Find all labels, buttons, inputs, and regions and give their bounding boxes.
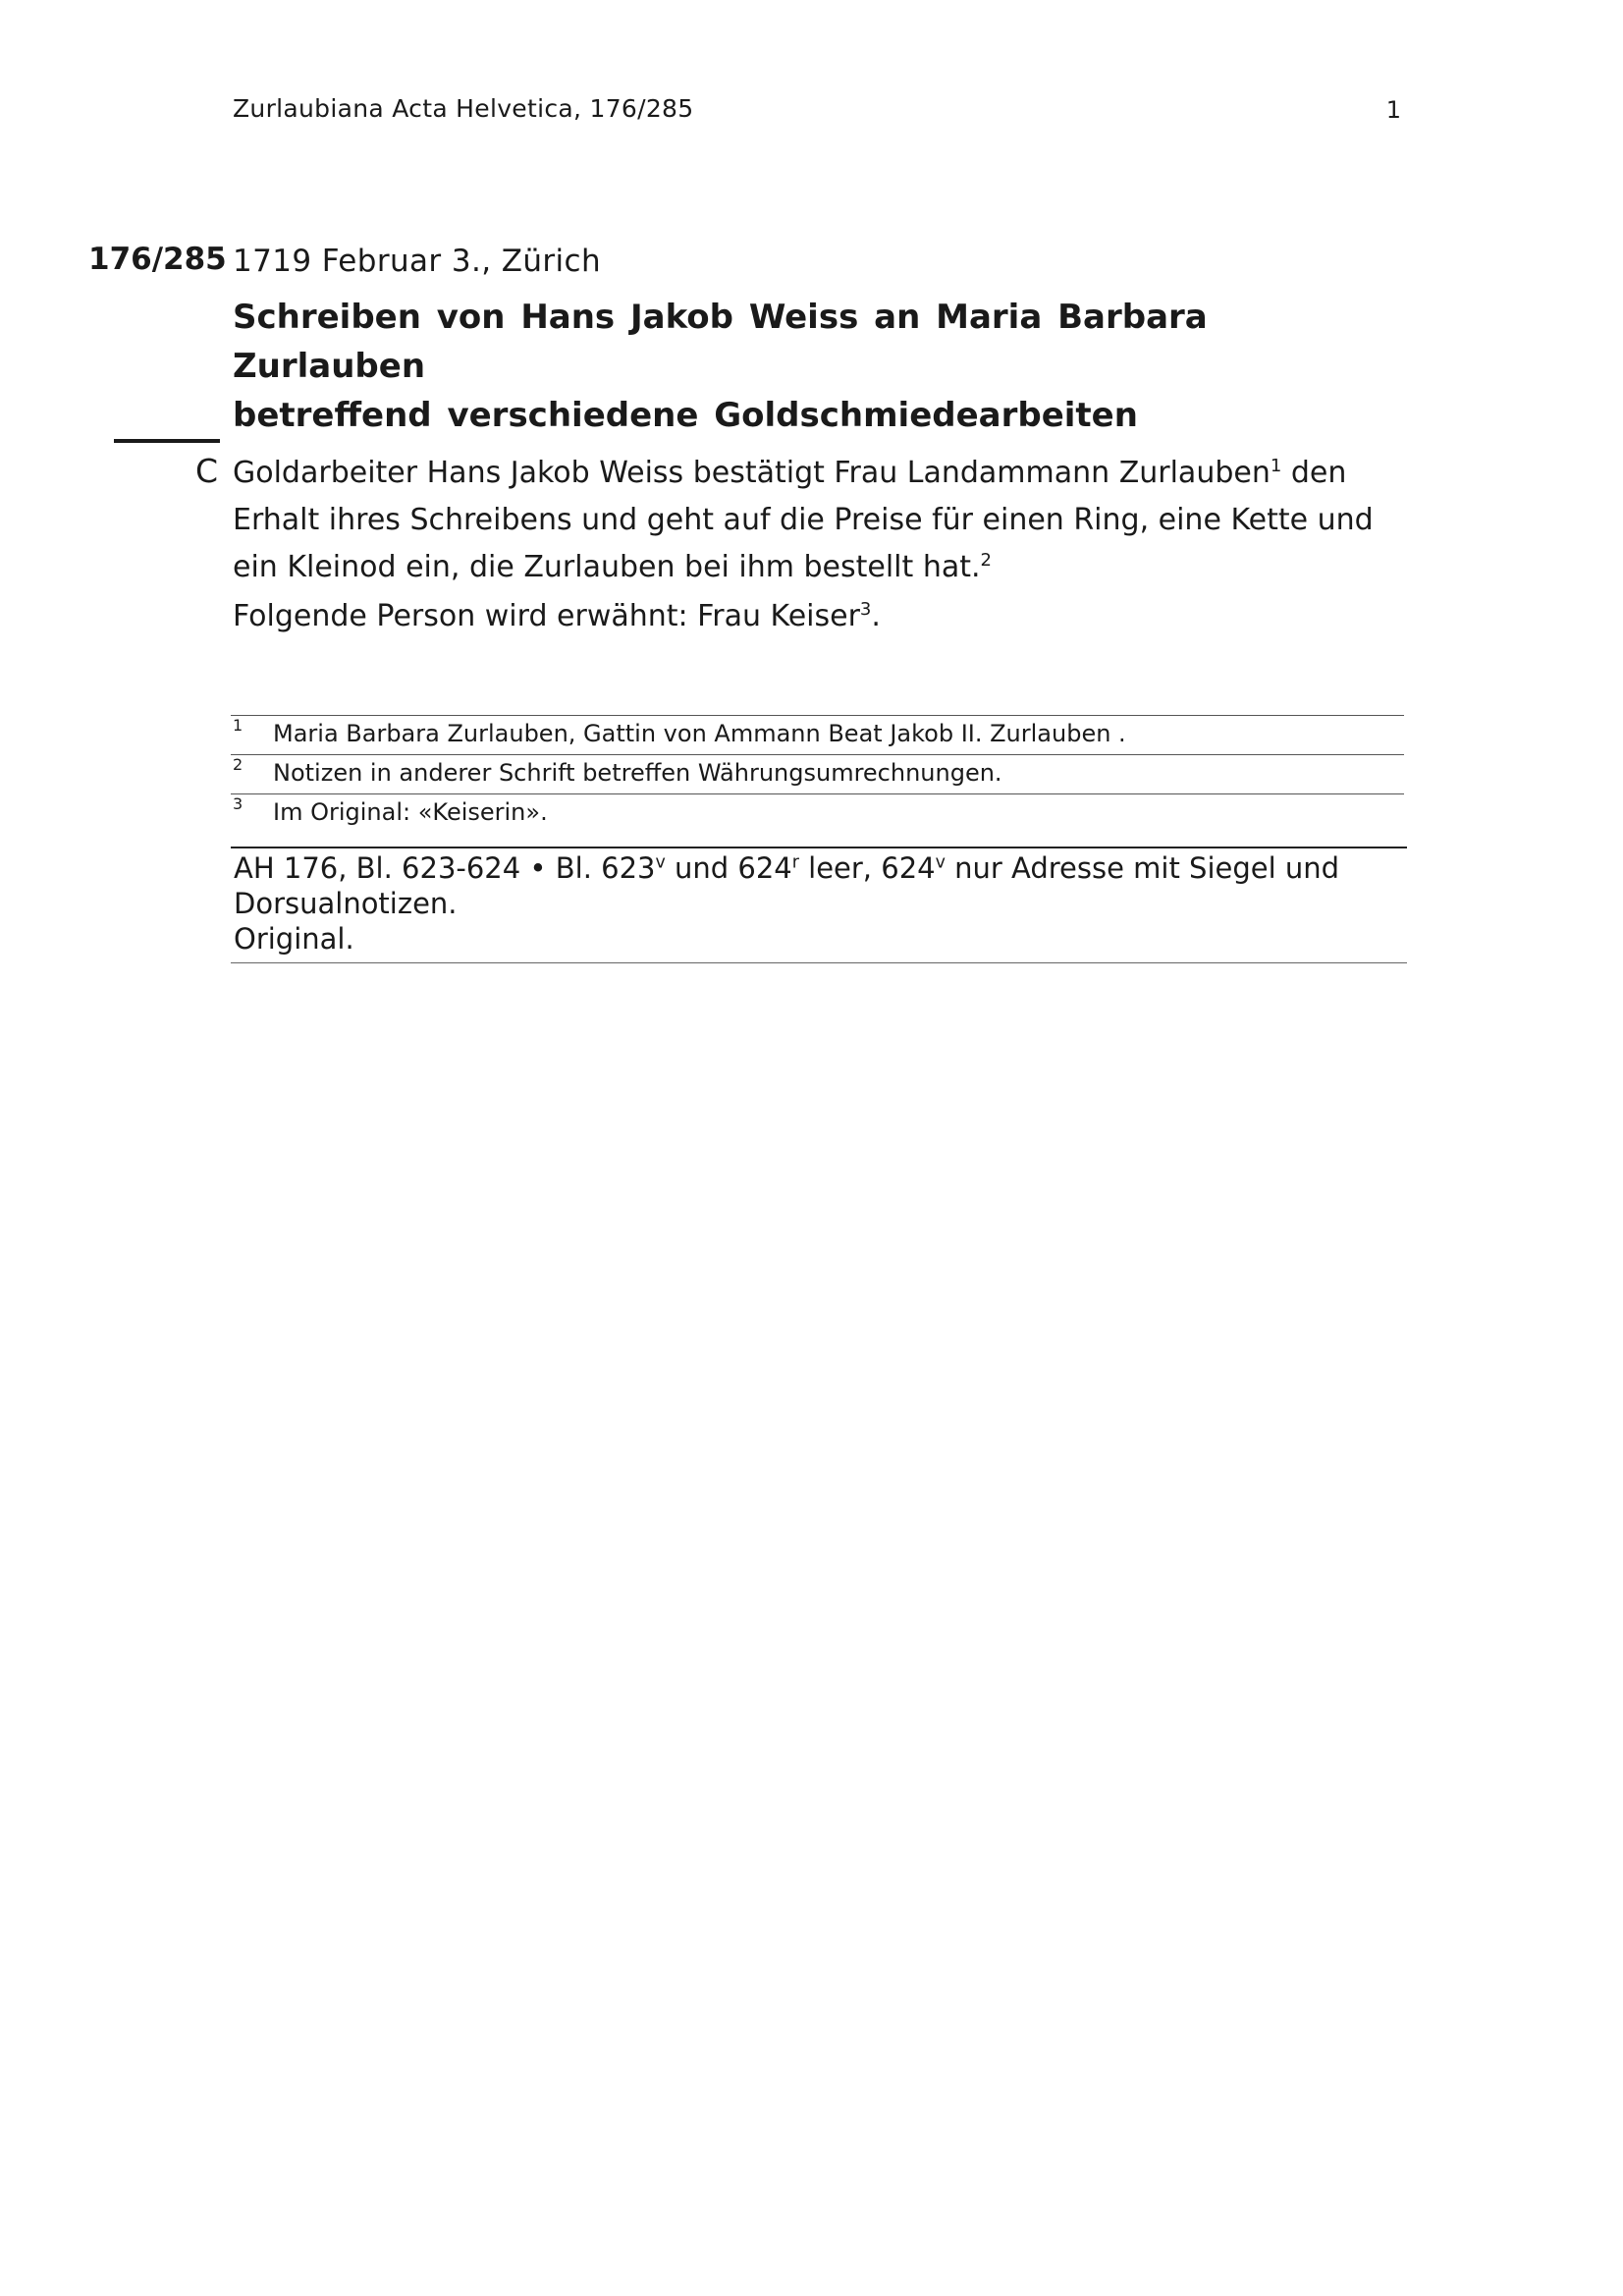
footnote-text: Notizen in anderer Schrift betreffen Währungsumrechnungen. — [273, 759, 1002, 787]
source-text: AH 176, Bl. 623-624 • Bl. 623 — [234, 851, 656, 885]
persons-text: Folgende Person wird erwähnt: Frau Keiser — [233, 599, 860, 633]
document-summary — [233, 450, 1401, 591]
footnote-text: Im Original: «Keiserin». — [273, 798, 548, 826]
summary-text-part2: den Erhalt ihres Schreibens und geht auf die Preise für einen Ring, eine Kette und ein Kleinod ein, die Zurlauben bei ihm bestellt hat. — [233, 456, 1374, 584]
footnote-ref-3[interactable]: 3 — [859, 599, 872, 620]
recto-mark: r — [791, 852, 799, 873]
footnote-ref-1[interactable]: 1 — [1270, 456, 1282, 476]
footnote-text: Maria Barbara Zurlauben, Gattin von Ammann Beat Jakob II. Zurlauben . — [273, 720, 1126, 747]
footnotes — [231, 715, 1404, 833]
document-type-marker: C — [195, 452, 219, 490]
section-marker-rule — [114, 439, 220, 443]
source-line-1 — [234, 850, 1407, 921]
document-title-line2: betreffend verschiedene Goldschmiedearbeiten — [233, 396, 1138, 435]
footnote-2 — [231, 754, 1404, 793]
footnote-mark: 2 — [233, 755, 243, 774]
verso-mark: v — [935, 852, 946, 873]
running-header: Zurlaubiana Acta Helvetica, 176/285 — [233, 94, 694, 123]
document-title-line1: Schreiben von Hans Jakob Weiss an Maria Barbara Zurlauben — [233, 298, 1208, 386]
source-line-2: Original. — [234, 922, 354, 956]
footnote-3 — [231, 793, 1404, 833]
source-text: leer, 624 — [798, 851, 936, 885]
source-text: und 624 — [665, 851, 792, 885]
summary-text-part1: Goldarbeiter Hans Jakob Weiss bestätigt Frau Landammann Zurlauben — [233, 456, 1271, 490]
footnote-ref-2[interactable]: 2 — [980, 550, 992, 571]
footnote-mark: 1 — [233, 716, 243, 735]
document-number: 176/285 — [88, 242, 227, 277]
footnote-mark: 3 — [233, 794, 243, 813]
document-date-place: 1719 Februar 3., Zürich — [233, 244, 602, 279]
persons-mentioned — [233, 599, 881, 633]
page-number: 1 — [1385, 96, 1401, 124]
source-description — [231, 847, 1407, 963]
verso-mark: v — [655, 852, 666, 873]
document-title — [233, 293, 1323, 440]
persons-suffix: . — [871, 599, 881, 633]
source-text: nur Adresse mit Siegel und Dorsualnotizen. — [234, 851, 1340, 920]
footnote-1 — [231, 715, 1404, 754]
